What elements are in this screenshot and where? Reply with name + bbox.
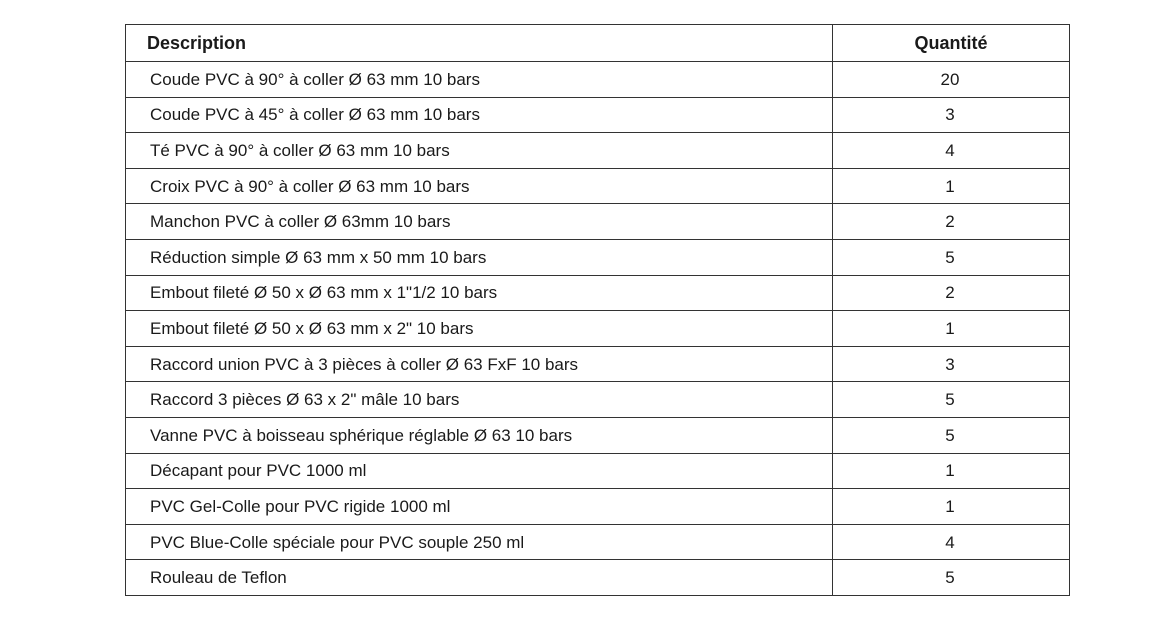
row-description: Croix PVC à 90° à coller Ø 63 mm 10 bars (126, 168, 833, 204)
table-row (126, 382, 1070, 418)
table-row (126, 524, 1070, 560)
table-row (126, 168, 1070, 204)
row-quantity: 1 (833, 311, 1070, 347)
column-header-description: Description (126, 25, 833, 62)
row-quantity: 1 (833, 489, 1070, 525)
row-quantity: 5 (833, 417, 1070, 453)
table-row (126, 62, 1070, 98)
row-description: Raccord union PVC à 3 pièces à coller Ø 63 FxF 10 bars (126, 346, 833, 382)
row-description: PVC Gel-Colle pour PVC rigide 1000 ml (126, 489, 833, 525)
table-row (126, 204, 1070, 240)
table-row (126, 133, 1070, 169)
row-description: Té PVC à 90° à coller Ø 63 mm 10 bars (126, 133, 833, 169)
table-row (126, 97, 1070, 133)
parts-table-container (125, 24, 1069, 596)
table-row (126, 239, 1070, 275)
row-description: Raccord 3 pièces Ø 63 x 2" mâle 10 bars (126, 382, 833, 418)
row-description: Coude PVC à 90° à coller Ø 63 mm 10 bars (126, 62, 833, 98)
row-quantity: 20 (833, 62, 1070, 98)
row-description: Embout fileté Ø 50 x Ø 63 mm x 2" 10 bars (126, 311, 833, 347)
row-description: Réduction simple Ø 63 mm x 50 mm 10 bars (126, 239, 833, 275)
row-description: Vanne PVC à boisseau sphérique réglable Ø 63 10 bars (126, 417, 833, 453)
row-quantity: 5 (833, 382, 1070, 418)
row-quantity: 2 (833, 275, 1070, 311)
row-description: Manchon PVC à coller Ø 63mm 10 bars (126, 204, 833, 240)
table-body (126, 62, 1070, 596)
table-header-row (126, 25, 1070, 62)
column-header-quantity: Quantité (833, 25, 1070, 62)
row-description: Décapant pour PVC 1000 ml (126, 453, 833, 489)
row-quantity: 5 (833, 239, 1070, 275)
row-quantity: 2 (833, 204, 1070, 240)
row-quantity: 5 (833, 560, 1070, 596)
row-quantity: 4 (833, 133, 1070, 169)
table-row (126, 346, 1070, 382)
row-description: Rouleau de Teflon (126, 560, 833, 596)
row-quantity: 4 (833, 524, 1070, 560)
table-row (126, 311, 1070, 347)
parts-table (125, 24, 1070, 596)
table-row (126, 560, 1070, 596)
row-quantity: 1 (833, 453, 1070, 489)
table-row (126, 417, 1070, 453)
row-quantity: 1 (833, 168, 1070, 204)
table-row (126, 453, 1070, 489)
row-description: Embout fileté Ø 50 x Ø 63 mm x 1"1/2 10 bars (126, 275, 833, 311)
row-quantity: 3 (833, 346, 1070, 382)
row-quantity: 3 (833, 97, 1070, 133)
table-row (126, 275, 1070, 311)
row-description: PVC Blue-Colle spéciale pour PVC souple 250 ml (126, 524, 833, 560)
table-row (126, 489, 1070, 525)
row-description: Coude PVC à 45° à coller Ø 63 mm 10 bars (126, 97, 833, 133)
